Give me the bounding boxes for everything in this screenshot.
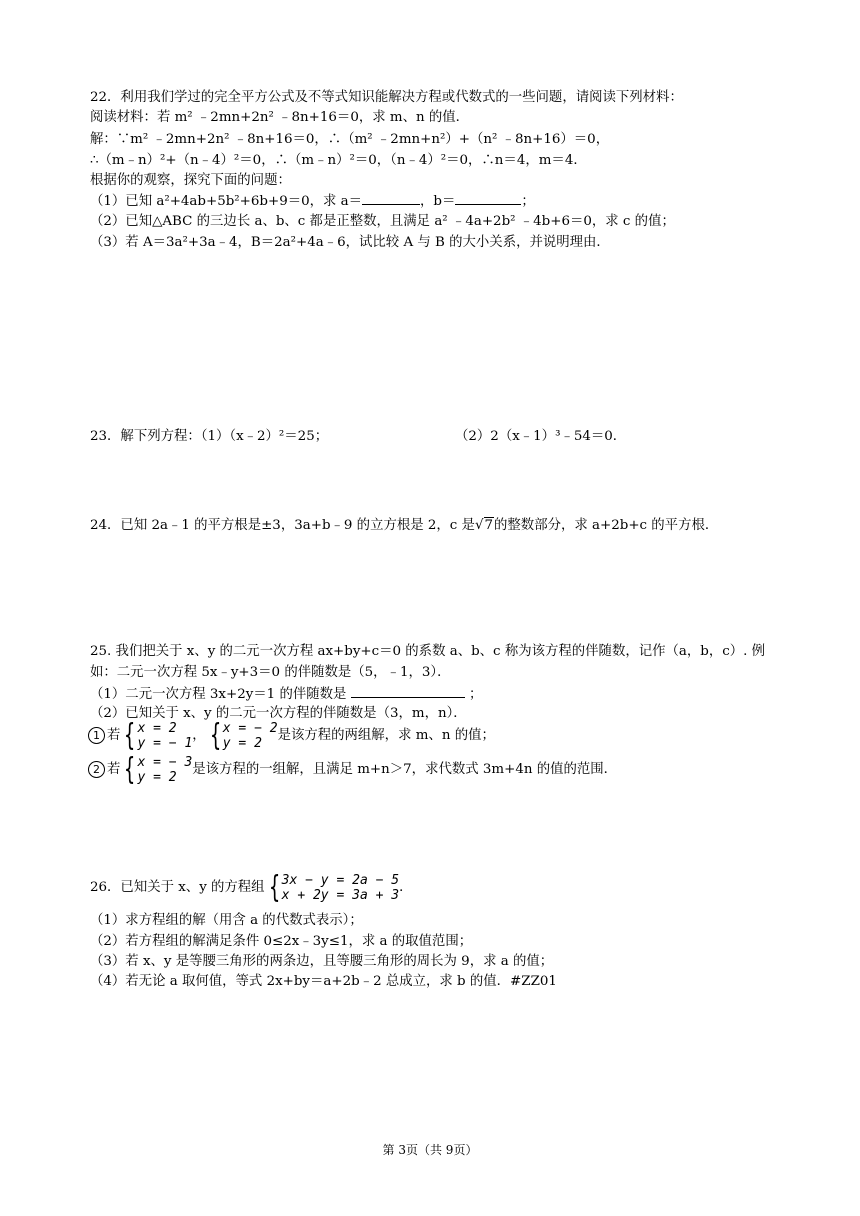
- equation-system-4: [265, 869, 400, 905]
- q23-part-2: （2）2（x﹣1）³﹣54＝0．: [455, 429, 627, 444]
- q26-part-4: （4）若无论 a 取何值，等式 2x+by＝a+2b﹣2 总成立，求 b 的值．#ZZ01: [90, 974, 557, 989]
- q25-sub-2-if: 若: [107, 762, 121, 777]
- q25-part-1-text-a: （1）二元一次方程 3x+2y＝1 的伴随数是: [90, 687, 347, 702]
- q26-part-3: （3）若 x、y 是等腰三角形的两条边，且等腰三角形的周长为 9，求 a 的值；: [90, 954, 554, 969]
- q24-text: [90, 517, 718, 534]
- system-4-eq-2: x + 2y = 3a + 3: [281, 887, 400, 903]
- system-2-eq-1: x = − 2: [222, 720, 278, 736]
- q22-prompt: 根据你的观察，探究下面的问题：: [90, 173, 291, 188]
- brace-icon: {: [268, 869, 280, 905]
- q25-sub-1-if: 若: [107, 728, 121, 743]
- q22-part-2: （2）已知△ABC 的三边长 a、b、c 都是正整数，且满足 a² ﹣4a+2b² ﹣4b+6＝0，求 c 的值；: [90, 214, 675, 229]
- equation-system-3: [120, 751, 193, 787]
- q26-part-2: （2）若方程组的解满足条件 0≤2x﹣3y≤1，求 a 的取值范围；: [90, 934, 473, 949]
- q25-sub-1-sep: ，: [192, 728, 206, 743]
- q22-solution-line-1: 解：∵m² ﹣2mn+2n² ﹣8n+16＝0，∴（m² ﹣2mn+n²）+（n² ﹣8n+16）＝0，: [90, 132, 610, 147]
- q25-line-1: 25. 我们把关于 x、y 的二元一次方程 ax+by+c＝0 的系数 a、b、c 称为该方程的伴随数，记作（a，b，c）. 例: [90, 644, 766, 659]
- q26-title-text: 26．已知关于 x、y 的方程组: [90, 880, 265, 895]
- q25-sub-2: [88, 751, 618, 787]
- q26-title: [90, 869, 413, 905]
- q22-part-1-text-c: ；: [521, 194, 535, 209]
- q22-title: 22．利用我们学过的完全平方公式及不等式知识能解决方程或代数式的一些问题，请阅读下列材料：: [90, 90, 683, 105]
- circled-number-1: 1: [88, 727, 105, 744]
- answer-blank-b[interactable]: [455, 192, 521, 205]
- answer-blank-a[interactable]: [362, 192, 420, 205]
- q26-part-1: （1）求方程组的解（用含 a 的代数式表示）；: [90, 913, 363, 928]
- q25-sub-1: [88, 717, 495, 753]
- answer-blank-companion[interactable]: [351, 685, 465, 698]
- equation-system-2: [206, 717, 278, 753]
- circled-number-2: 2: [88, 761, 105, 778]
- system-1-eq-2: y = − 1: [137, 735, 193, 751]
- brace-icon: {: [124, 751, 136, 787]
- q25-part-1-text-b: ；: [468, 687, 483, 702]
- q25-part-2: （2）已知关于 x、y 的二元一次方程的伴随数是（3，m，n）．: [90, 706, 467, 721]
- q22-solution-line-2: ∴（m﹣n）²+（n﹣4）²＝0，∴（m﹣n）²＝0，（n﹣4）²＝0，∴n＝4，m＝4．: [90, 153, 587, 168]
- q22-part-1-text-b: ，b＝: [420, 194, 456, 209]
- q25-line-2: 如：二元一次方程 5x﹣y+3＝0 的伴随数是（5，﹣1，3）．: [90, 665, 451, 680]
- q22-part-1: [90, 192, 535, 210]
- q25-sub-2-tail: 是该方程的一组解，且满足 m+n＞7，求代数式 3m+4n 的值的范围．: [192, 762, 618, 777]
- page-footer: 第 3页（共 9页）: [382, 1143, 478, 1157]
- q22-part-3: （3）若 A＝3a²+3a﹣4，B＝2a²+4a﹣6，试比较 A 与 B 的大小关系，并说明理由．: [90, 235, 610, 250]
- sqrt-radicand: 7: [484, 518, 494, 533]
- q22-material: 阅读材料：若 m² ﹣2mn+2n² ﹣8n+16＝0，求 m、n 的值．: [90, 110, 470, 125]
- equation-system-1: [120, 717, 193, 753]
- q22-part-1-text-a: （1）已知 a²+4ab+5b²+6b+9＝0，求 a＝: [90, 194, 363, 209]
- q25-part-1: [90, 685, 482, 703]
- q25-sub-1-tail: 是该方程的两组解，求 m、n 的值；: [277, 728, 495, 743]
- q24-text-b: 的整数部分，求 a+2b+c 的平方根．: [494, 518, 719, 533]
- system-2-eq-2: y = 2: [222, 735, 262, 751]
- brace-icon: {: [209, 717, 221, 753]
- system-4-eq-1: 3x − y = 2a − 5: [281, 872, 400, 888]
- sqrt-symbol: √7: [474, 518, 494, 533]
- brace-icon: {: [124, 717, 136, 753]
- q26-title-end: ．: [399, 880, 413, 895]
- q24-text-a: 24．已知 2a﹣1 的平方根是±3，3a+b﹣9 的立方根是 2，c 是: [90, 518, 475, 533]
- system-3-eq-1: x = − 3: [137, 754, 193, 770]
- q23-part-1: 23．解下列方程：（1）（x﹣2）²＝25；: [90, 429, 329, 444]
- system-1-eq-1: x = 2: [137, 720, 177, 736]
- system-3-eq-2: y = 2: [137, 769, 177, 785]
